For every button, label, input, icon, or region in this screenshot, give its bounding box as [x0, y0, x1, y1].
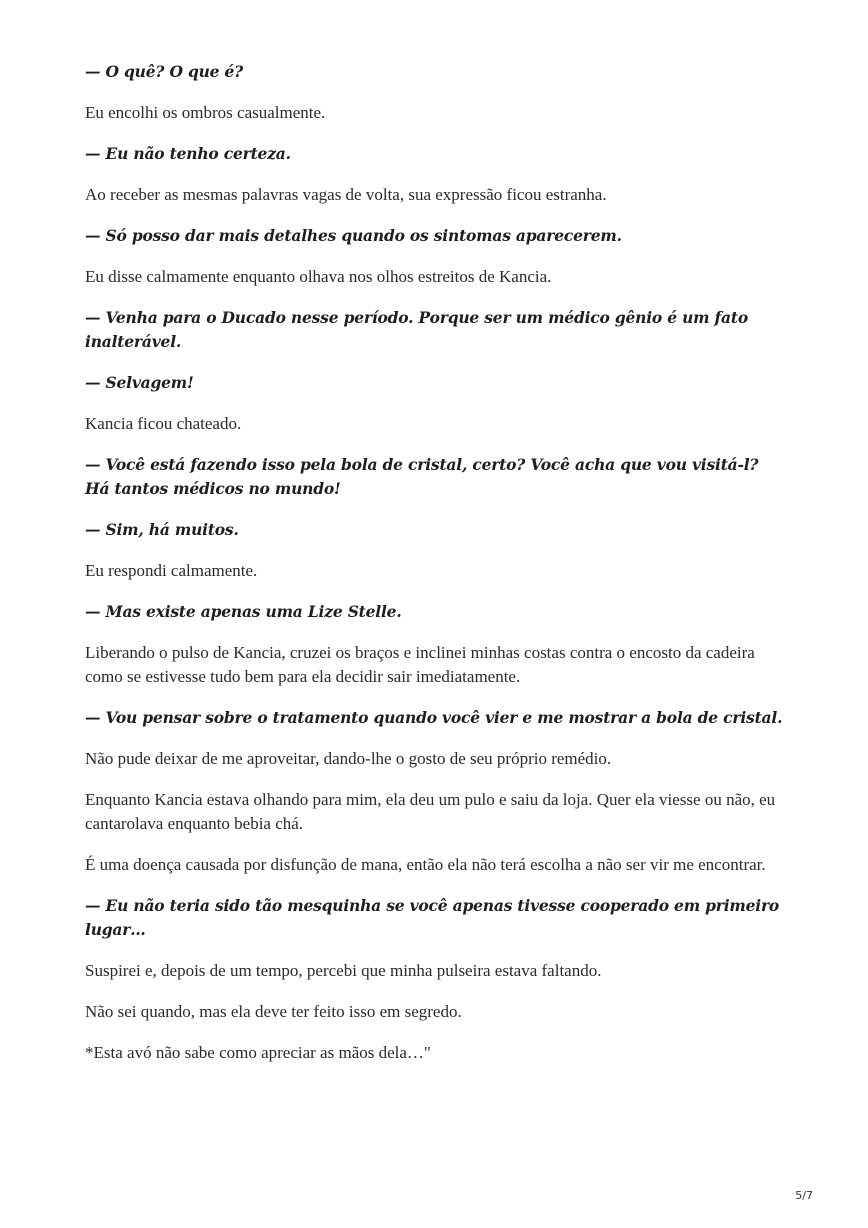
dialogue-line: — Mas existe apenas uma Lize Stelle. [85, 602, 402, 621]
dialogue-line: — Venha para o Ducado nesse período. Porque ser um médico gênio é um fato inalterável. [85, 308, 748, 351]
narration-paragraph: Eu respondi calmamente. [85, 561, 258, 580]
dialogue-line: — Você está fazendo isso pela bola de cristal, certo? Você acha que vou visitá-l? Há tantos médicos no mundo! [85, 455, 759, 498]
narration-paragraph: Liberando o pulso de Kancia, cruzei os braços e inclinei minhas costas contra o encosto da cadeira como se estivesse tudo bem para ela decidir sair imediatamente. [85, 643, 755, 686]
narration-paragraph: Ao receber as mesmas palavras vagas de volta, sua expressão ficou estranha. [85, 185, 607, 204]
narration-paragraph: Kancia ficou chateado. [85, 414, 242, 433]
narration-paragraph: Eu disse calmamente enquanto olhava nos olhos estreitos de Kancia. [85, 267, 552, 286]
narration-paragraph: *Esta avó não sabe como apreciar as mãos dela…" [85, 1043, 431, 1062]
narration-paragraph: Suspirei e, depois de um tempo, percebi que minha pulseira estava faltando. [85, 961, 602, 980]
dialogue-line: — Eu não teria sido tão mesquinha se você apenas tivesse cooperado em primeiro lugar… [85, 896, 780, 939]
dialogue-line: — O quê? O que é? [85, 62, 244, 81]
narration-paragraph: Não sei quando, mas ela deve ter feito isso em segredo. [85, 1002, 462, 1021]
narration-paragraph: Enquanto Kancia estava olhando para mim, ela deu um pulo e saiu da loja. Quer ela viesse ou não, eu cantarolava enquanto bebia chá. [85, 790, 776, 833]
narration-paragraph: Eu encolhi os ombros casualmente. [85, 103, 326, 122]
dialogue-line: — Sim, há muitos. [85, 520, 239, 539]
narration-paragraph: Não pude deixar de me aproveitar, dando-lhe o gosto de seu próprio remédio. [85, 749, 612, 768]
dialogue-line: — Só posso dar mais detalhes quando os sintomas aparecerem. [85, 226, 622, 245]
page-number: 5/7 [795, 1189, 813, 1202]
dialogue-line: — Selvagem! [85, 373, 194, 392]
document-body [85, 60, 785, 1082]
dialogue-line: — Vou pensar sobre o tratamento quando você vier e me mostrar a bola de cristal. [85, 708, 783, 727]
narration-paragraph: É uma doença causada por disfunção de mana, então ela não terá escolha a não ser vir me encontrar. [85, 855, 766, 874]
dialogue-line: — Eu não tenho certeza. [85, 144, 291, 163]
